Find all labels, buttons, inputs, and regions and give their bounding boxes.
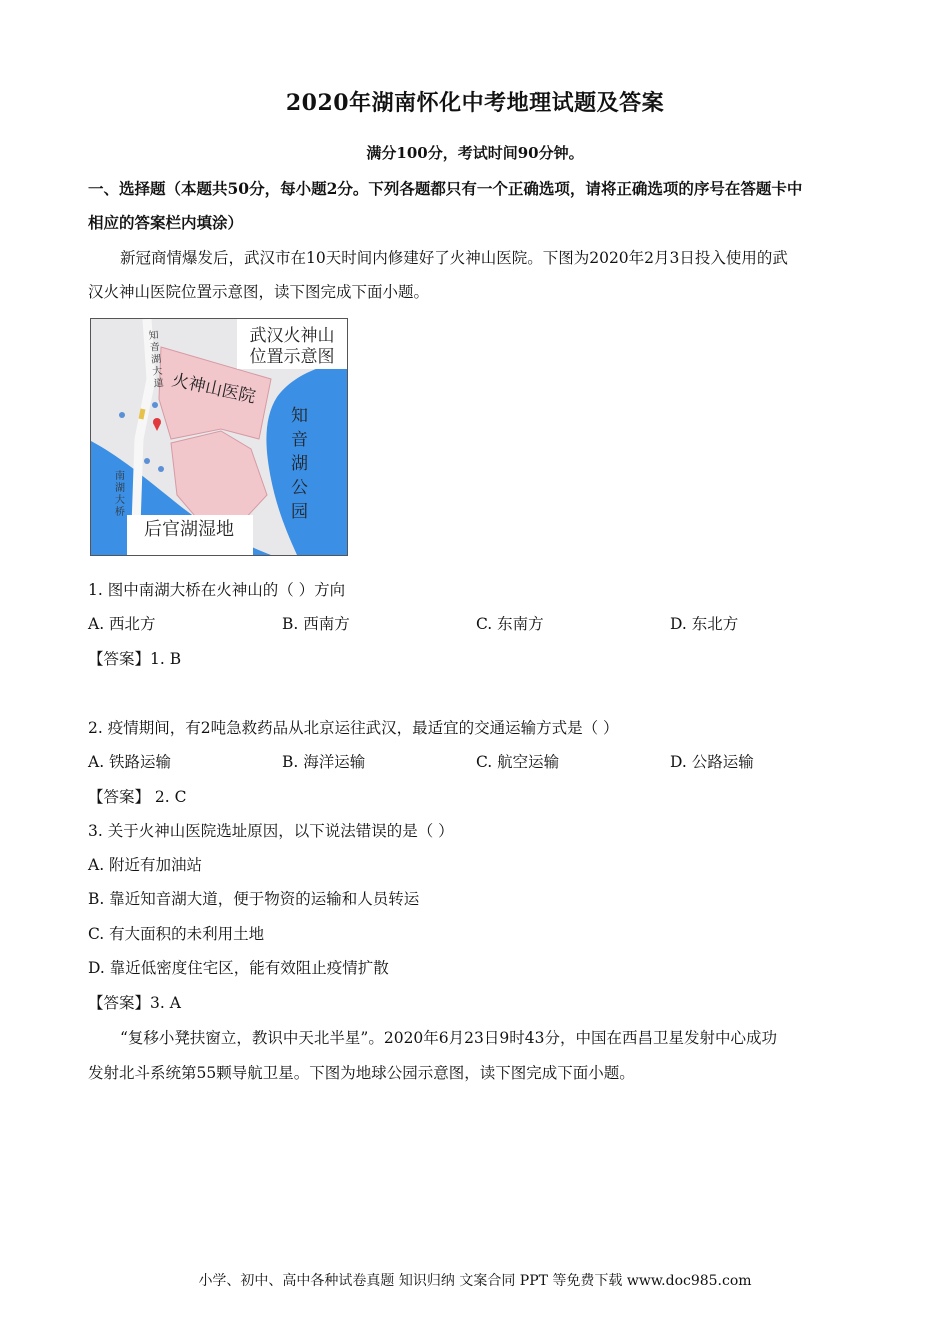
intro-paragraph-2-cont: 发射北斗系统第55颗导航卫星。下图为地球公园示意图，读下图完成下面小题。 [88, 1064, 635, 1082]
question-2-answer: 【答案】 2. C [88, 788, 187, 806]
question-2-stem: 2. 疫情期间，有2吨急救药品从北京运往武汉，最适宜的交通运输方式是（ ） [88, 719, 619, 737]
question-1-option-c: C. 东南方 [476, 615, 544, 633]
intro-paragraph-1-cont: 汉火神山医院位置示意图，读下图完成下面小题。 [88, 283, 430, 301]
question-2-option-c: C. 航空运输 [476, 753, 560, 771]
map-title-line1: 武汉火神山 [249, 326, 335, 346]
wetland-label: 后官湖湿地 [144, 519, 234, 540]
intro-paragraph-2: “复移小凳扶窗立，教识中天北半星”。2020年6月23日9时43分，中国在西昌卫星发射中心成功 [120, 1029, 777, 1047]
question-1-option-b: B. 西南方 [282, 615, 350, 633]
intro-paragraph-1: 新冠商情爆发后，武汉市在10天时间内修建好了火神山医院。下图为2020年2月3日投入使用的武 [120, 249, 788, 267]
question-3-stem: 3. 关于火神山医院选址原因，以下说法错误的是（ ） [88, 822, 454, 840]
page-footer: 小学、初中、高中各种试卷真题 知识归纳 文案合同 PPT 等免费下载 www.doc985.com [198, 1273, 752, 1289]
exam-info: 满分100分，考试时间90分钟。 [366, 144, 584, 162]
page-title: 2020年湖南怀化中考地理试题及答案 [285, 90, 665, 116]
hospital-label: 火神山医院 [169, 370, 258, 408]
road-label: 知 音 湖 大 道 [148, 329, 165, 390]
section-heading-cont: 相应的答案栏内填涂） [88, 213, 244, 232]
question-3-option-c: C. 有大面积的未利用土地 [88, 925, 265, 943]
question-3-answer: 【答案】3. A [88, 994, 181, 1012]
question-2-option-d: D. 公路运输 [670, 753, 754, 771]
question-2-option-b: B. 海洋运输 [282, 753, 366, 771]
question-3-option-a: A. 附近有加油站 [88, 856, 203, 874]
question-3-option-b: B. 靠近知音湖大道，便于物资的运输和人员转运 [88, 890, 420, 908]
section-heading: 一、选择题（本题共50分，每小题2分。下列各题都只有一个正确选项，请将正确选项的序号在答题卡中 [88, 179, 803, 198]
bridge-label: 南 湖 大 桥 [115, 471, 125, 518]
location-map [90, 318, 348, 556]
question-1-stem: 1. 图中南湖大桥在火神山的（ ）方向 [88, 581, 346, 599]
question-3-option-d: D. 靠近低密度住宅区，能有效阻止疫情扩散 [88, 959, 389, 977]
map-title-line2: 位置示意图 [249, 347, 335, 367]
question-1-option-a: A. 西北方 [88, 615, 156, 633]
question-1-answer: 【答案】1. B [88, 650, 182, 668]
park-label: 知 音 湖 公 园 [291, 406, 308, 522]
question-2-option-a: A. 铁路运输 [88, 753, 172, 771]
question-1-option-d: D. 东北方 [670, 615, 739, 633]
